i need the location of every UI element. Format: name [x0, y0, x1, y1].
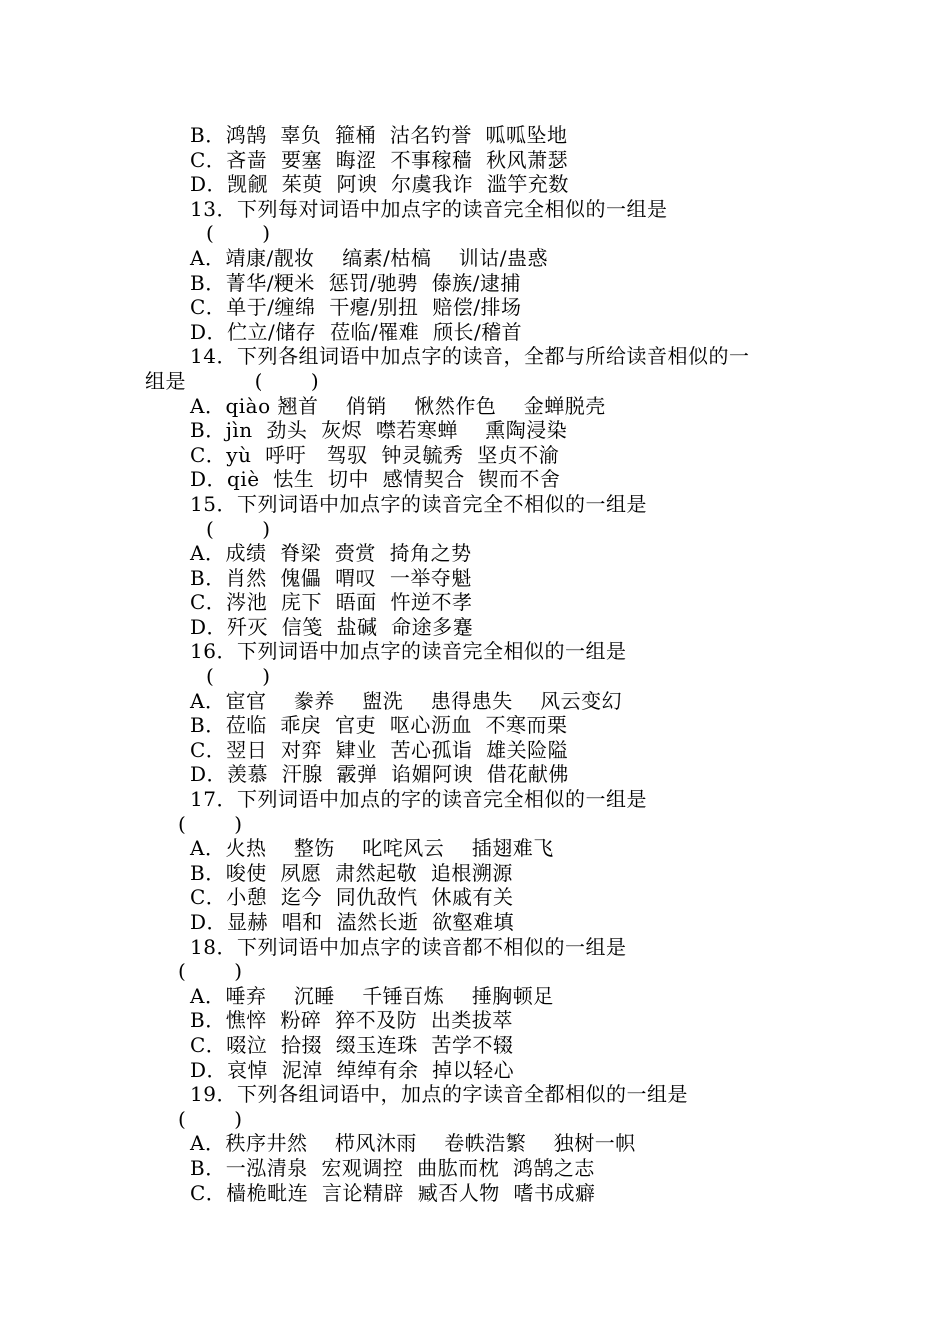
option-line: C．yù 呼吁 驾驭 钟灵毓秀 坚贞不渝	[190, 442, 560, 467]
option-line: B．唆使 夙愿 肃然起敬 追根溯源	[190, 860, 513, 885]
option-line: A．靖康/靓妆 缟素/枯槁 训诂/蛊惑	[190, 245, 549, 270]
question-16-stem: 16．下列词语中加点字的读音完全相似的一组是	[190, 639, 627, 664]
option-line: B．菁华/粳米 惩罚/驰骋 傣族/逮捕	[190, 270, 521, 295]
option-line: B．莅临 乖戾 官吏 呕心沥血 不寒而栗	[190, 713, 568, 738]
option-line: C．小憩 迄今 同仇敌忾 休戚有关	[190, 885, 514, 910]
option-line: B．憔悴 粉碎 猝不及防 出类拔萃	[190, 1008, 513, 1033]
option-line: D．哀悼 泥淖 绰绰有余 掉以轻心	[190, 1057, 515, 1082]
option-line: A．宦官 豢养 盥洗 患得患失 风云变幻	[190, 688, 623, 713]
option-line: C．吝啬 要塞 晦涩 不事稼穑 秋风萧瑟	[190, 147, 569, 172]
question-14-stem: 14．下列各组词语中加点字的读音，全都与所给读音相似的一	[190, 344, 750, 369]
document-page	[0, 123, 950, 1205]
option-line: A．唾弃 沉睡 千锤百炼 捶胸顿足	[190, 983, 554, 1008]
option-line: A．秩序井然 栉风沐雨 卷帙浩繁 独树一帜	[190, 1131, 636, 1156]
answer-bracket: ( )	[206, 221, 271, 246]
option-line: C．涔池 庑下 晤面 忤逆不孝	[190, 590, 473, 615]
question-13-stem: 13．下列每对词语中加点字的读音完全相似的一组是	[190, 196, 668, 221]
option-line: B．一泓清泉 宏观调控 曲肱而枕 鸿鹄之志	[190, 1155, 595, 1180]
option-line: A．qiào 翘首 俏销 愀然作色 金蝉脱壳	[190, 393, 606, 418]
option-line: A．成绩 脊梁 赍赏 掎角之势	[190, 541, 472, 566]
option-line: D．伫立/储存 莅临/罹难 颀长/稽首	[190, 319, 523, 344]
option-line: C．翌日 对弈 肄业 苦心孤诣 雄关险隘	[190, 737, 569, 762]
answer-bracket: ( )	[178, 811, 243, 836]
question-14-stem-continued: 组是 ( )	[145, 368, 320, 393]
option-line: D．qiè 怯生 切中 感情契合 锲而不舍	[190, 467, 561, 492]
option-line: B．肖然 傀儡 喟叹 一举夺魁	[190, 565, 472, 590]
option-line: D．觊觎 茱萸 阿谀 尔虞我诈 滥竽充数	[190, 172, 569, 197]
question-15-stem: 15．下列词语中加点字的读音完全不相似的一组是	[190, 491, 647, 516]
option-line: C．樯桅毗连 言论精辟 臧否人物 嗜书成癖	[190, 1180, 596, 1205]
option-line: B．jìn 劲头 灰烬 噤若寒蝉 熏陶浸染	[190, 418, 568, 443]
option-line: C．单于/缠绵 干瘪/别扭 赔偿/排场	[190, 295, 522, 320]
option-line: D．歼灭 信笺 盐碱 命途多蹇	[190, 614, 474, 639]
answer-bracket: ( )	[206, 516, 271, 541]
option-line: A．火热 整饬 叱咤风云 插翅难飞	[190, 836, 554, 861]
option-line: C．啜泣 拾掇 缀玉连珠 苦学不辍	[190, 1032, 514, 1057]
question-19-stem: 19．下列各组词语中，加点的字读音全都相似的一组是	[190, 1082, 688, 1107]
option-line: D．显赫 唱和 溘然长逝 欲壑难填	[190, 910, 515, 934]
question-18-stem: 18．下列词语中加点字的读音都不相似的一组是	[190, 934, 627, 959]
option-line: B．鸿鹄 辜负 箍桶 沽名钓誉 呱呱坠地	[190, 123, 568, 147]
answer-bracket: ( )	[178, 1106, 243, 1131]
answer-bracket: ( )	[206, 664, 271, 689]
question-17-stem: 17．下列词语中加点的字的读音完全相似的一组是	[190, 787, 647, 812]
option-line: D．羡慕 汗腺 霰弹 谄媚阿谀 借花献佛	[190, 762, 569, 787]
answer-bracket: ( )	[178, 959, 243, 984]
